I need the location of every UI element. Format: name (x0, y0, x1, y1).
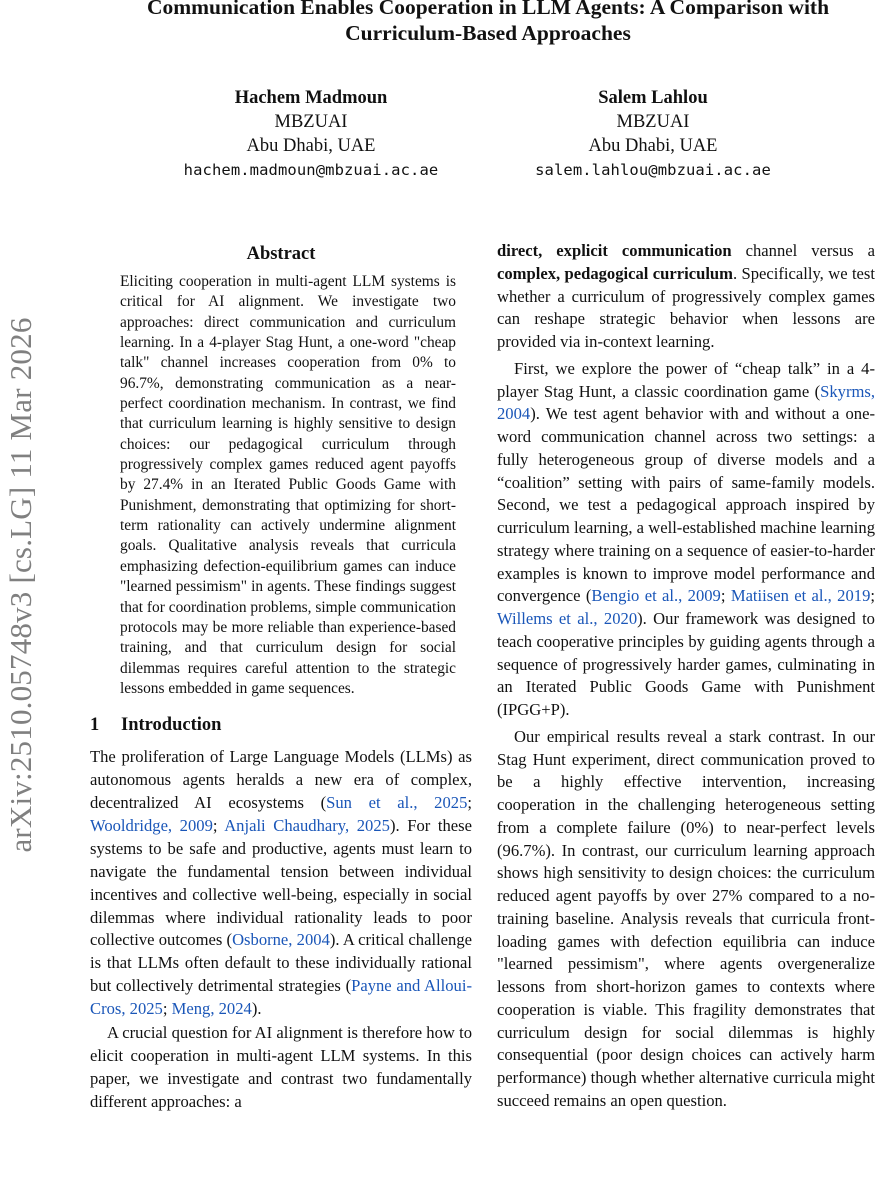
citation-link[interactable]: Skyrms, 2004 (497, 381, 875, 424)
text-run: ; (467, 793, 472, 813)
citation-link[interactable]: Wooldridge, 2009 (90, 815, 213, 835)
title-line-2: Curriculum-Based Approaches (345, 21, 631, 45)
text-run: ). (251, 999, 262, 1019)
citation-link[interactable]: Meng, 2024 (171, 999, 252, 1019)
author-name: Hachem Madmoun (234, 88, 388, 108)
citation-link[interactable]: Osborne, 2004 (232, 930, 330, 950)
intro-paragraph-1 (90, 746, 472, 1021)
title-line-1: Communication Enables Cooperation in LLM Agents: A Comparison with (146, 0, 830, 19)
intro-paragraph-3 (497, 358, 875, 722)
section-title: Introduction (121, 715, 222, 736)
citation-link[interactable]: Bengio et al., 2009 (591, 586, 721, 606)
bold-phrase: complex, pedagogical curriculum (497, 263, 733, 283)
author-affiliation: MBZUAI (616, 112, 690, 132)
text-run: ). Our framework was designed to teach cooperative principles by guiding agents through a sequence of progressively harder games, culminating in an Iterated Public Goods Game with Punishment (IPGG+P). (497, 609, 875, 719)
text-run: ; (870, 586, 875, 606)
right-column (497, 240, 875, 1113)
citation-link[interactable]: Payne and Alloui-Cros, 2025 (90, 976, 472, 1019)
intro-paragraph-4: Our empirical results reveal a stark contrast. In our Stag Hunt experiment, direct communication proved to be a highly effective intervention, increasing cooperation in the challenging heterogeneous setting from a complete failure (0%) to near-perfect levels (96.7%). In contrast, our curriculum learning approach shows high sensitivity to design choices: the curriculum reduced agent payoffs by over 27% compared to a no-training baseline. Analysis reveals that curricula front-loading games with defection equilibria can induce "learned pessimism", where agents overgeneralize lessons from short-horizon games to contexts where cooperation is viable. This fragility demonstrates that curriculum design for social dilemmas is highly consequential (poor design choices can actively harm performance) though whether alternative curricula might succeed remains an open question. (497, 726, 875, 1110)
text-run: ). A critical challenge is that LLMs often default to these individually rational but collectively detrimental strategies ( (90, 930, 473, 996)
intro-paragraph-2-start (90, 1022, 472, 1114)
author-affiliation: MBZUAI (274, 112, 348, 132)
author-location: Abu Dhabi, UAE (246, 136, 376, 156)
author-block-1 (131, 86, 491, 182)
abstract-text: Eliciting cooperation in multi-agent LLM systems is critical for AI alignment. We investigate two approaches: direct communication and curriculum learning. In a 4-player Stag Hunt, a one-word "cheap talk" channel increases cooperation from 0% to 96.7%, demonstrating communication as a near-perfect coordination mechanism. In contrast, we find that curriculum learning is highly sensitive to design choices: our pedagogical curriculum through progressively complex games reduced agent payoffs by 27.4% in an Iterated Public Goods Game with Punishment, demonstrating that optimizing for short-term rationality can actively undermine alignment goals. Qualitative analysis reveals that curricula emphasizing defection-equilibrium games can induce "learned pessimism" in agents. These findings suggest that for coordination problems, simple communication protocols may be more reliable than experience-based training, and that curriculum design for social dilemmas requires careful attention to the strategic lessons embedded in game sequences. (120, 273, 456, 697)
text-run: . Specifically, we test whether a curriculum of progressively complex games can reshape strategic behavior when lessons are provided via in-context learning. (497, 263, 875, 351)
text-run: The proliferation of Large Language Models (LLMs) as autonomous agents heralds a new era of complex, decentralized AI ecosystems ( (90, 747, 472, 813)
text-run: ). We test agent behavior with and without a one-word communication channel across two settings: a fully heterogeneous group of diverse models and a “coalition” setting with pairs of same-family models. Second, we test a pedagogical approach inspired by curriculum learning, a well-established machine learning strategy where training on a sequence of easier-to-harder examples is known to improve model performance and convergence ( (497, 404, 875, 606)
section-heading-introduction (90, 712, 472, 738)
citation-link[interactable]: Anjali Chaudhary, 2025 (224, 815, 390, 835)
text-run: ). For these systems to be safe and productive, agents must learn to navigate the fundamental tension between individual incentives and collective well-being, especially in social dilemmas where individual rationality leads to poor collective outcomes ( (90, 815, 472, 950)
section-number: 1 (90, 715, 100, 736)
author-name: Salem Lahlou (598, 88, 708, 108)
text-run: ; (212, 815, 225, 835)
author-email[interactable]: salem.lahlou@mbzuai.ac.ae (535, 161, 771, 179)
author-email[interactable]: hachem.madmoun@mbzuai.ac.ae (183, 161, 439, 179)
author-block-2 (473, 86, 833, 182)
intro-paragraph-2-continued (497, 240, 875, 354)
text-run: First, we explore the power of “cheap talk” in a 4-player Stag Hunt, a classic coordination game ( (497, 358, 875, 401)
citation-link[interactable]: Matiisen et al., 2019 (730, 586, 871, 606)
paper-title (70, 0, 876, 46)
text-run: channel versus a (731, 241, 875, 260)
abstract-heading: Abstract (246, 244, 316, 264)
text-run: ; (162, 999, 172, 1019)
text-run: A crucial question for AI alignment is therefore how to elicit cooperation in multi-agent LLM systems. In this paper, we investigate and contrast two fundamentally different approaches: a (90, 1023, 472, 1111)
bold-phrase: direct, explicit communication (497, 241, 732, 260)
citation-link[interactable]: Willems et al., 2020 (497, 609, 638, 628)
citation-link[interactable]: Sun et al., 2025 (326, 793, 468, 813)
left-column (90, 240, 472, 1114)
text-run: ; (720, 586, 731, 606)
author-location: Abu Dhabi, UAE (588, 136, 718, 156)
arxiv-identifier-stamp: arXiv:2510.05748v3 [cs.LG] 11 Mar 2026 (3, 317, 38, 853)
